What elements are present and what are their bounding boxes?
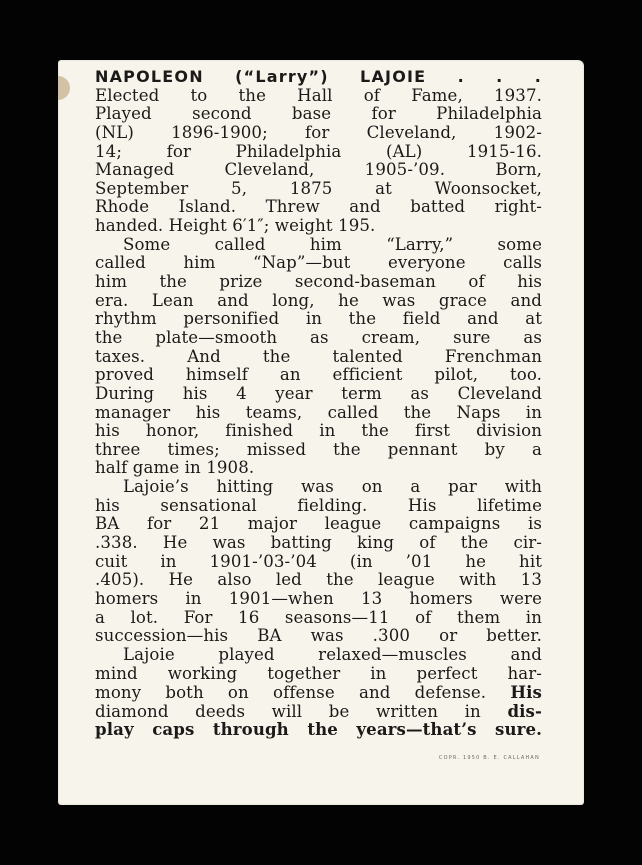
baseball-card-back — [58, 60, 584, 805]
story-line: the plate—smooth as cream, sure as — [95, 327, 542, 347]
bio-line: Rhode Island. Threw and batted right- — [95, 197, 542, 217]
stats-line: succession—his BA was .300 or better. — [95, 626, 542, 646]
bio-line: (NL) 1896-1900; for Cleveland, 1902- — [95, 122, 542, 142]
stats-line: homers in 1901—when 13 homers were — [95, 588, 542, 608]
closing-text: mony both on offense and defense. — [95, 683, 487, 703]
story-line: Some called him “Larry,” some — [123, 234, 542, 254]
stats-line: .338. He was batting king of the cir- — [95, 533, 542, 553]
story-line: taxes. And the talented Frenchman — [95, 346, 542, 366]
story-line: rhythm personified in the field and at — [95, 309, 542, 329]
closing-line: play caps through the years—that’s sure. — [95, 719, 542, 740]
story-line: called him “Nap”—but everyone calls — [95, 253, 542, 273]
bio-line: Managed Cleveland, 1905-’09. Born, — [95, 160, 542, 180]
closing-bold-text: His — [510, 682, 542, 703]
bio-line: Played second base for Philadelphia — [95, 104, 542, 124]
stats-line: .405). He also led the league with 13 — [95, 570, 542, 590]
stats-line: a lot. For 16 seasons—11 of them in — [95, 607, 542, 627]
story-line: his honor, finished in the first division — [95, 421, 542, 441]
closing-line: mind working together in perfect har- — [95, 663, 542, 683]
stats-line: his sensational fielding. His lifetime — [95, 495, 542, 515]
copyright-notice: COPR. 1950 B. E. CALLAHAN — [438, 755, 540, 761]
closing-line — [95, 702, 542, 721]
closing-line — [95, 683, 542, 702]
story-line: him the prize second-baseman of his — [95, 272, 542, 292]
bio-line: handed. Height 6′1″; weight 195. — [95, 216, 376, 236]
story-line: era. Lean and long, he was grace and — [95, 290, 542, 310]
story-line: proved himself an efficient pilot, too. — [95, 365, 542, 385]
card-title: NAPOLEON (“Larry”) LAJOIE . . . — [95, 67, 542, 86]
stats-line: cuit in 1901-’03-’04 (in ’01 he hit — [95, 551, 542, 571]
card-text — [95, 68, 542, 739]
story-line: manager his teams, called the Naps in — [95, 402, 542, 422]
story-line: During his 4 year term as Cleveland — [95, 383, 542, 403]
bio-line: September 5, 1875 at Woonsocket, — [95, 178, 542, 198]
bio-line: 14; for Philadelphia (AL) 1915-16. — [95, 141, 542, 161]
closing-text: diamond deeds will be written in — [95, 701, 481, 721]
card-edge-mark — [58, 76, 70, 100]
story-line: half game in 1908. — [95, 458, 255, 478]
story-line: three times; missed the pennant by a — [95, 439, 542, 459]
stats-line: Lajoie’s hitting was on a par with — [123, 477, 542, 497]
closing-bold-text: dis- — [507, 700, 542, 721]
stats-line: BA for 21 major league campaigns is — [95, 514, 542, 534]
bio-line: Elected to the Hall of Fame, 1937. — [95, 85, 542, 105]
closing-line: Lajoie played relaxed—muscles and — [123, 644, 542, 664]
